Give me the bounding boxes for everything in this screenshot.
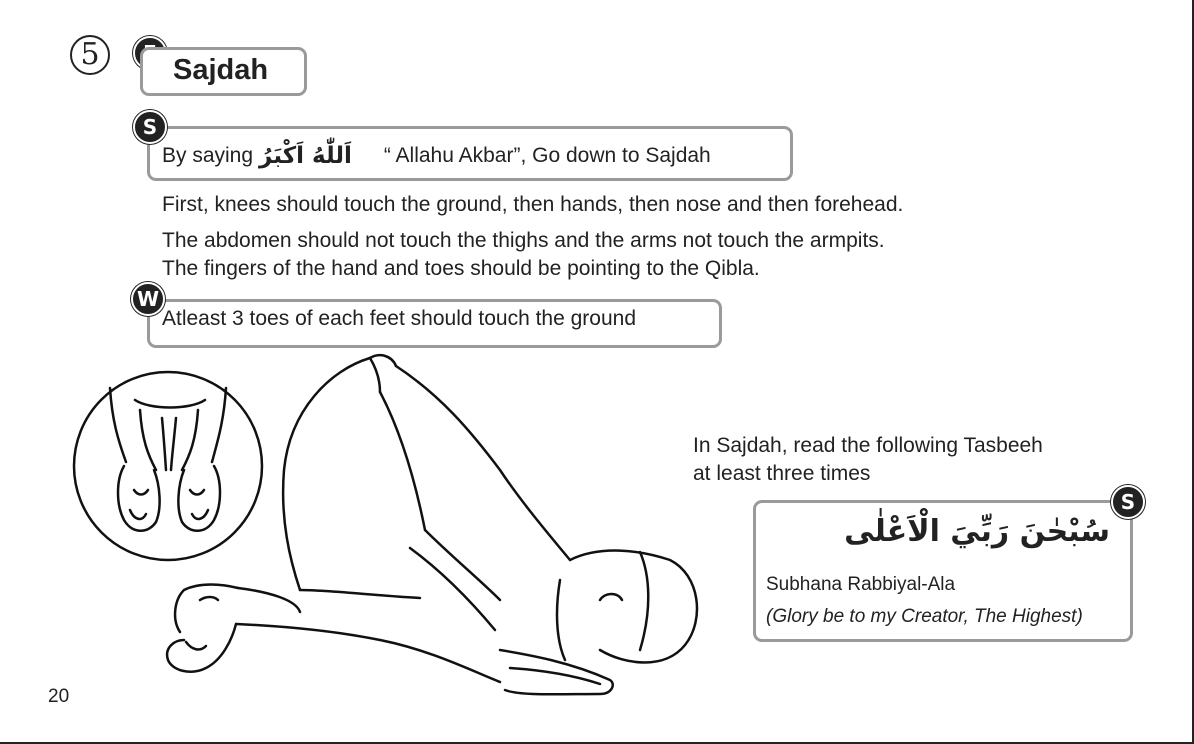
toes-closeup-icon (74, 372, 262, 560)
wajib-badge: W (131, 282, 165, 316)
tasbeeh-intro-line-1: In Sajdah, read the following Tasbeeh (693, 434, 1043, 457)
takbir-instruction (162, 143, 711, 169)
page-title: Sajdah (173, 54, 269, 86)
instruction-line-1: First, knees should touch the ground, then hands, then nose and then forehead. (162, 193, 904, 216)
takbir-prefix: By saying (162, 144, 254, 167)
tasbeeh-intro (693, 432, 1043, 488)
wajib-instruction-text: Atleast 3 toes of each feet should touch the ground (162, 307, 636, 330)
sunnah-badge: S (133, 110, 167, 144)
step-number: 5 (70, 35, 110, 75)
sajdah-figure-icon (167, 355, 697, 694)
tasbeeh-meaning: (Glory be to my Creator, The Highest) (766, 606, 1083, 627)
takbir-suffix: “ Allahu Akbar”, Go down to Sajdah (383, 144, 711, 167)
instruction-line-3: The fingers of the hand and toes should be pointing to the Qibla. (162, 257, 760, 280)
page-number: 20 (48, 686, 70, 707)
tasbeeh-sunnah-badge: S (1111, 485, 1145, 519)
tasbeeh-transliteration: Subhana Rabbiyal-Ala (766, 574, 956, 595)
instruction-line-2: The abdomen should not touch the thighs and the arms not touch the armpits. (162, 229, 885, 252)
takbir-arabic: اَللّٰهُ اَكْبَرُ (259, 143, 352, 169)
tasbeeh-arabic: سُبْحٰنَ رَبِّيَ الْاَعْلٰى (844, 514, 1110, 549)
tasbeeh-intro-line-2: at least three times (693, 462, 871, 485)
